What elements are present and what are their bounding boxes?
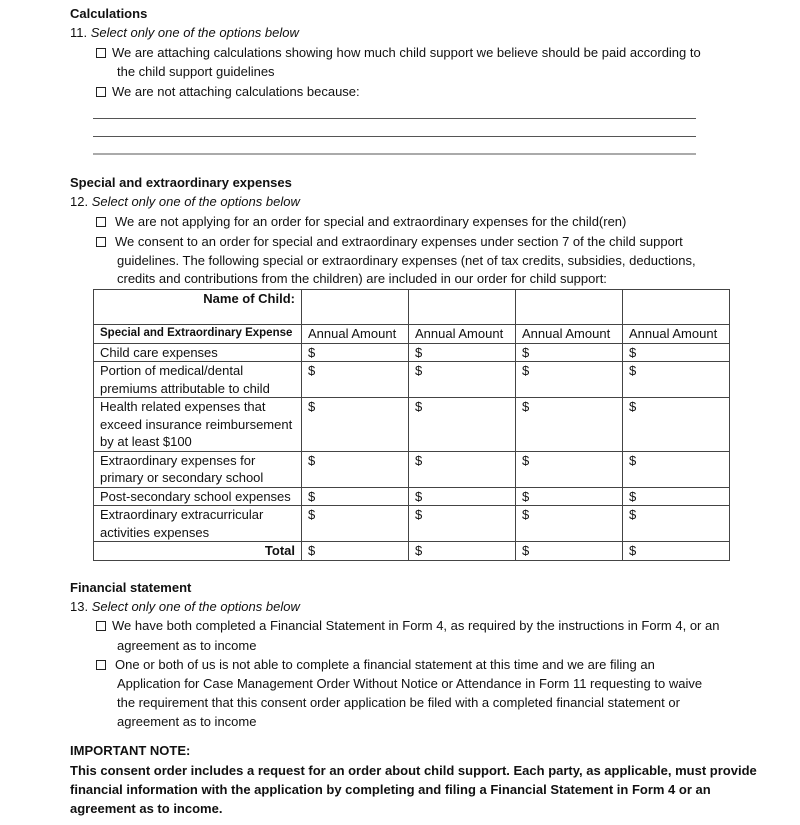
expense-label: Post-secondary school expenses — [94, 487, 302, 506]
amount-cell[interactable]: $ — [409, 506, 516, 542]
option-attaching-calculations[interactable] — [96, 43, 701, 62]
option-not-attaching-calculations[interactable] — [96, 82, 360, 101]
child-name-cell[interactable] — [302, 290, 409, 325]
table-row — [94, 451, 730, 487]
table-row — [94, 343, 730, 362]
amount-cell[interactable]: $ — [409, 343, 516, 362]
child-name-cell[interactable] — [623, 290, 730, 325]
option-label: We are not applying for an order for special and extraordinary expenses for the child(ren) — [115, 214, 627, 229]
question-number: 11. — [70, 25, 88, 40]
amount-cell[interactable]: $ — [302, 451, 409, 487]
checkbox[interactable] — [96, 87, 106, 97]
total-amount-cell[interactable]: $ — [302, 542, 409, 561]
option-label-continued: credits and contributions from the children) are included in our order for child support: — [117, 271, 607, 286]
name-of-child-label: Name of Child: — [94, 290, 302, 325]
amount-cell[interactable]: $ — [409, 362, 516, 398]
table-row — [94, 487, 730, 506]
amount-cell[interactable]: $ — [302, 506, 409, 542]
table-row — [94, 398, 730, 452]
important-note-text: agreement as to income. — [70, 801, 223, 816]
expense-label: Extraordinary expenses for primary or secondary school — [94, 451, 302, 487]
option-label-continued: agreement as to income — [117, 714, 257, 729]
child-name-row — [94, 290, 730, 325]
amount-cell[interactable]: $ — [409, 398, 516, 452]
instruction-text: Select only one of the options below — [91, 194, 300, 209]
option-label: One or both of us is not able to complete a financial statement at this time and we are filing an — [115, 657, 655, 672]
option-label-continued: the requirement that this consent order application be filed with a completed financial statement or — [117, 695, 680, 710]
checkbox[interactable] — [96, 217, 106, 227]
reason-line-3[interactable] — [93, 153, 696, 155]
expense-column-header: Special and Extraordinary Expense — [94, 325, 302, 344]
amount-cell[interactable]: $ — [516, 398, 623, 452]
total-amount-cell[interactable]: $ — [409, 542, 516, 561]
table-header-row — [94, 325, 730, 344]
amount-cell[interactable]: $ — [623, 343, 730, 362]
amount-cell[interactable]: $ — [409, 487, 516, 506]
option-label: We are attaching calculations showing how much child support we believe should be paid according to — [112, 45, 701, 60]
annual-amount-header: Annual Amount — [516, 325, 623, 344]
amount-cell[interactable]: $ — [516, 487, 623, 506]
amount-cell[interactable]: $ — [623, 451, 730, 487]
option-unable-financial-statement[interactable] — [96, 655, 655, 674]
child-name-cell[interactable] — [516, 290, 623, 325]
special-expenses-table — [93, 289, 730, 561]
question-11-instruction — [70, 23, 299, 42]
annual-amount-header: Annual Amount — [409, 325, 516, 344]
total-label: Total — [94, 542, 302, 561]
total-amount-cell[interactable]: $ — [623, 542, 730, 561]
amount-cell[interactable]: $ — [623, 487, 730, 506]
amount-cell[interactable]: $ — [623, 398, 730, 452]
option-label-continued: Application for Case Management Order Without Notice or Attendance in Form 11 requesting to waive — [117, 676, 703, 691]
question-13-instruction — [70, 597, 300, 616]
expense-label: Extraordinary extracurricular activities expenses — [94, 506, 302, 542]
question-12-instruction — [70, 192, 300, 211]
section-heading-calculations: Calculations — [70, 6, 148, 21]
section-heading-special-expenses: Special and extraordinary expenses — [70, 175, 292, 190]
amount-cell[interactable]: $ — [302, 362, 409, 398]
amount-cell[interactable]: $ — [302, 398, 409, 452]
important-note-text: This consent order includes a request for an order about child support. Each party, as applicable, must provide — [70, 763, 757, 778]
important-note-text: financial information with the application by completing and filing a Financial Statement in Form 4 or an — [70, 782, 711, 797]
amount-cell[interactable]: $ — [623, 506, 730, 542]
annual-amount-header: Annual Amount — [302, 325, 409, 344]
important-note-heading: IMPORTANT NOTE: — [70, 743, 191, 758]
table-row — [94, 362, 730, 398]
instruction-text: Select only one of the options below — [91, 599, 300, 614]
amount-cell[interactable]: $ — [302, 487, 409, 506]
annual-amount-header: Annual Amount — [623, 325, 730, 344]
option-consent-special-expenses[interactable] — [96, 232, 683, 251]
option-completed-financial-statement[interactable] — [96, 616, 719, 635]
amount-cell[interactable]: $ — [409, 451, 516, 487]
table-row — [94, 506, 730, 542]
question-number: 12. — [70, 194, 89, 209]
amount-cell[interactable]: $ — [516, 451, 623, 487]
option-label: We are not attaching calculations because: — [112, 84, 360, 99]
expense-label: Health related expenses that exceed insurance reimbursement by at least $100 — [94, 398, 302, 452]
checkbox[interactable] — [96, 660, 106, 670]
option-label: We consent to an order for special and extraordinary expenses under section 7 of the child support — [115, 234, 683, 249]
amount-cell[interactable]: $ — [623, 362, 730, 398]
checkbox[interactable] — [96, 621, 106, 631]
amount-cell[interactable]: $ — [516, 362, 623, 398]
expense-label: Child care expenses — [94, 343, 302, 362]
instruction-text: Select only one of the options below — [90, 25, 299, 40]
question-number: 13. — [70, 599, 89, 614]
checkbox[interactable] — [96, 48, 106, 58]
option-not-applying-special-expenses[interactable] — [96, 212, 626, 231]
reason-line-1[interactable] — [93, 118, 696, 119]
amount-cell[interactable]: $ — [302, 343, 409, 362]
total-amount-cell[interactable]: $ — [516, 542, 623, 561]
amount-cell[interactable]: $ — [516, 343, 623, 362]
option-label-continued: agreement as to income — [117, 638, 257, 653]
reason-line-2[interactable] — [93, 136, 696, 137]
option-label-continued: guidelines. The following special or extraordinary expenses (net of tax credits, subsidies, deductions, — [117, 253, 696, 268]
option-label-continued: the child support guidelines — [117, 64, 275, 79]
option-label: We have both completed a Financial Statement in Form 4, as required by the instructions in Form 4, or an — [112, 618, 720, 633]
expense-label: Portion of medical/dental premiums attributable to child — [94, 362, 302, 398]
amount-cell[interactable]: $ — [516, 506, 623, 542]
total-row — [94, 542, 730, 561]
checkbox[interactable] — [96, 237, 106, 247]
section-heading-financial-statement: Financial statement — [70, 580, 192, 595]
child-name-cell[interactable] — [409, 290, 516, 325]
